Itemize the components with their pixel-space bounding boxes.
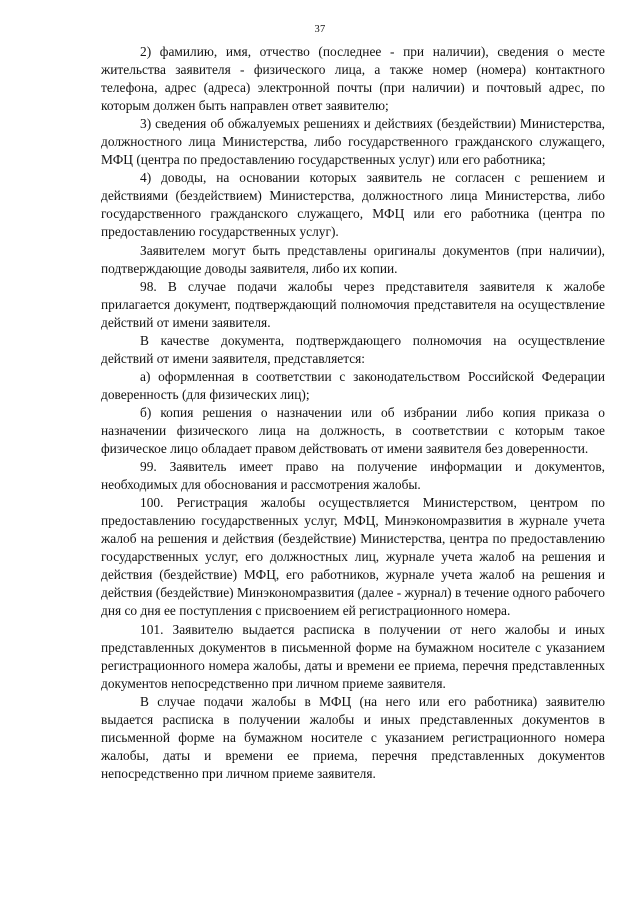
paragraph-item-b-appointment-copy: б) копия решения о назначении или об избрании либо копия приказа о назначении физического лица на должность, в соответствии с которым такое физическое лицо обладает правом действовать от имени заявителя без доверенности. bbox=[101, 404, 605, 457]
paragraph-clause-100: 100. Регистрация жалобы осуществляется Министерством, центром по предоставлению государственных услуг, МФЦ, Минэкономразвития в журнале учета жалоб на решения и действия (бездействие) Министерства, центра по предоставлению государственных услуг, его должностных лиц, журнале учета жалоб на решения и действия (бездействие) МФЦ, его работников, журнале учета жалоб на решения и действия (бездействие) Минэкономразвития (далее - журнал) в течение одного рабочего дня со дня ее поступления с присвоением ей регистрационного номера. bbox=[101, 495, 605, 619]
paragraph-clause-99: 99. Заявитель имеет право на получение информации и документов, необходимых для обоснования и рассмотрения жалобы. bbox=[101, 459, 605, 493]
paragraph-item-3-appealed-decisions: 3) сведения об обжалуемых решениях и действиях (бездействии) Министерства, должностного лица Министерства, либо государственного гражданского служащего, МФЦ (центра по предоставлению государственных услуг) или его работника; bbox=[101, 116, 605, 168]
document-body bbox=[101, 43, 605, 783]
paragraph-item-4-arguments: 4) доводы, на основании которых заявитель не согласен с решением и действиями (бездействием) Министерства, должностного лица Министерства, либо государственного гражданского служащего, МФЦ или его работника (центра по предоставлению государственных услуг). bbox=[101, 170, 605, 240]
paragraph-supporting-documents: Заявителем могут быть представлены оригиналы документов (при наличии), подтверждающие доводы заявителя, либо их копии. bbox=[101, 242, 605, 276]
paragraph-authority-document: В качестве документа, подтверждающего полномочия на осуществление действий от имени заявителя, представляется: bbox=[101, 332, 605, 366]
paragraph-mfc-receipt: В случае подачи жалобы в МФЦ (на него или его работника) заявителю выдается расписка в получении жалобы и иных представленных документов в письменной форме на бумажном носителе с указанием регистрационного номера жалобы, даты и времени ее приема, перечня представленных документов непосредственно при личном приеме заявителя. bbox=[101, 693, 605, 781]
page-number: 37 bbox=[314, 24, 326, 35]
paragraph-item-2-applicant-details: 2) фамилию, имя, отчество (последнее - при наличии), сведения о месте жительства заявителя - физического лица, а также номер (номера) контактного телефона, адрес (адреса) электронной почты (при наличии) и почтовый адрес, по которым должен быть направлен ответ заявителю; bbox=[101, 44, 605, 114]
paragraph-clause-101: 101. Заявителю выдается расписка в получении от него жалобы и иных представленных документов в письменной форме на бумажном носителе с указанием регистрационного номера жалобы, даты и времени ее приема, перечня представленных документов непосредственно при личном приеме заявителя. bbox=[101, 621, 605, 691]
paragraph-item-a-power-of-attorney: а) оформленная в соответствии с законодательством Российской Федерации доверенность (для физических лиц); bbox=[101, 368, 605, 402]
paragraph-clause-98: 98. В случае подачи жалобы через представителя заявителя к жалобе прилагается документ, подтверждающий полномочия представителя на осуществление действий от имени заявителя. bbox=[101, 278, 605, 330]
